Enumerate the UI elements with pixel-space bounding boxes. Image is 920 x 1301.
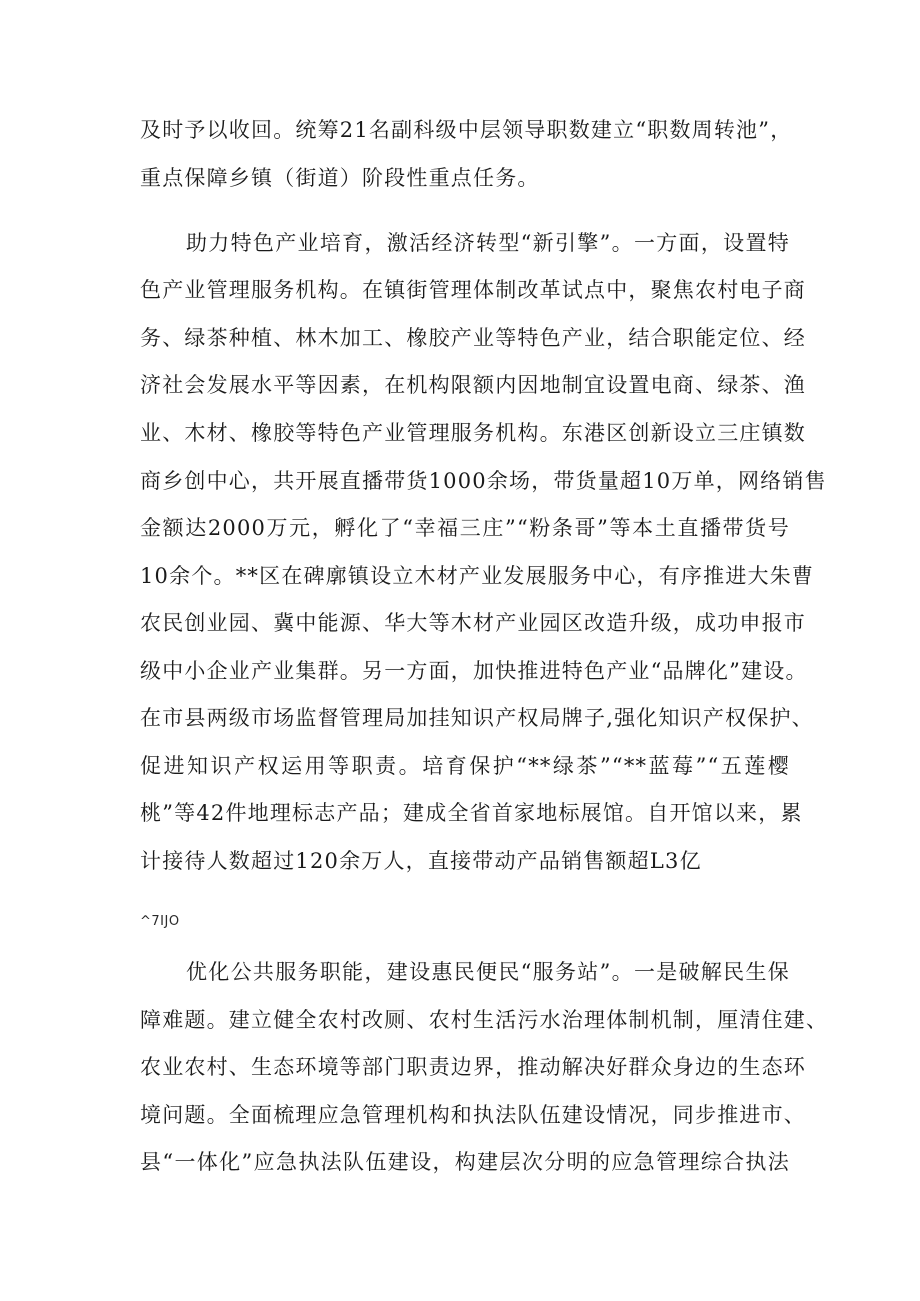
paragraph-2-line-3: 务、绿茶种植、林木加工、橡胶产业等特色产业，结合职能定位、经	[140, 326, 806, 350]
paragraph-2-line-11: 在市县两级市场监督管理局加挂知识产权局牌子,强化知识产权保护、	[140, 706, 814, 730]
paragraph-3-line-5: 县“一体化”应急执法队伍建设，构建层次分明的应急管理综合执法	[140, 1150, 790, 1174]
paragraph-2-line-4: 济社会发展水平等因素，在机构限额内因地制宜设置电商、绿茶、渔	[140, 373, 806, 397]
paragraph-2-line-13: 桃”等42件地理标志产品；建成全省首家地标展馆。自开馆以来，累	[140, 801, 803, 825]
paragraph-2-line-6: 商乡创中心，共开展直播带货1000余场，带货量超10万单，网络销售	[140, 469, 827, 493]
paragraph-1-line-2: 重点保障乡镇（街道）阶段性重点任务。	[140, 166, 540, 190]
ocr-artifact-text: ^7IJO	[140, 914, 180, 929]
paragraph-2-line-1: 助力特色产业培育，激活经济转型“新引擎”。一方面，设置特	[186, 231, 790, 255]
paragraph-2-line-12: 促进知识产权运用等职责。培育保护“**绿茶”“**蓝莓”“五莲樱	[140, 754, 790, 778]
paragraph-3-line-2: 障难题。建立健全农村改厕、农村生活污水治理体制机制，厘清住建、	[140, 1008, 829, 1032]
paragraph-1-line-1: 及时予以收回。统筹21名副科级中层领导职数建立“职数周转池”，	[140, 118, 793, 142]
paragraph-3-line-3: 农业农村、生态环境等部门职责边界，推动解决好群众身边的生态环	[140, 1055, 806, 1079]
paragraph-2-line-10: 级中小企业产业集群。另一方面，加快推进特色产业“品牌化”建设。	[140, 659, 808, 683]
paragraph-2-line-2: 色产业管理服务机构。在镇街管理体制改革试点中，聚焦农村电子商	[140, 278, 806, 302]
paragraph-2-line-7: 金额达2000万元，孵化了“幸福三庄”“粉条哥”等本土直播带货号	[140, 516, 790, 540]
paragraph-2-line-5: 业、木材、橡胶等特色产业管理服务机构。东港区创新设立三庄镇数	[140, 421, 806, 445]
paragraph-2-line-8: 10余个。**区在碑廓镇设立木材产业发展服务中心，有序推进大朱曹	[140, 564, 815, 588]
paragraph-3-line-1: 优化公共服务职能，建设惠民便民“服务站”。一是破解民生保	[186, 960, 790, 984]
paragraph-2-line-9: 农民创业园、冀中能源、华大等木材产业园区改造升级，成功申报市	[140, 611, 806, 635]
paragraph-3-line-4: 境问题。全面梳理应急管理机构和执法队伍建设情况，同步推进市、	[140, 1103, 806, 1127]
paragraph-2-line-14: 计接待人数超过120余万人，直接带动产品销售额超L3亿	[140, 849, 702, 873]
